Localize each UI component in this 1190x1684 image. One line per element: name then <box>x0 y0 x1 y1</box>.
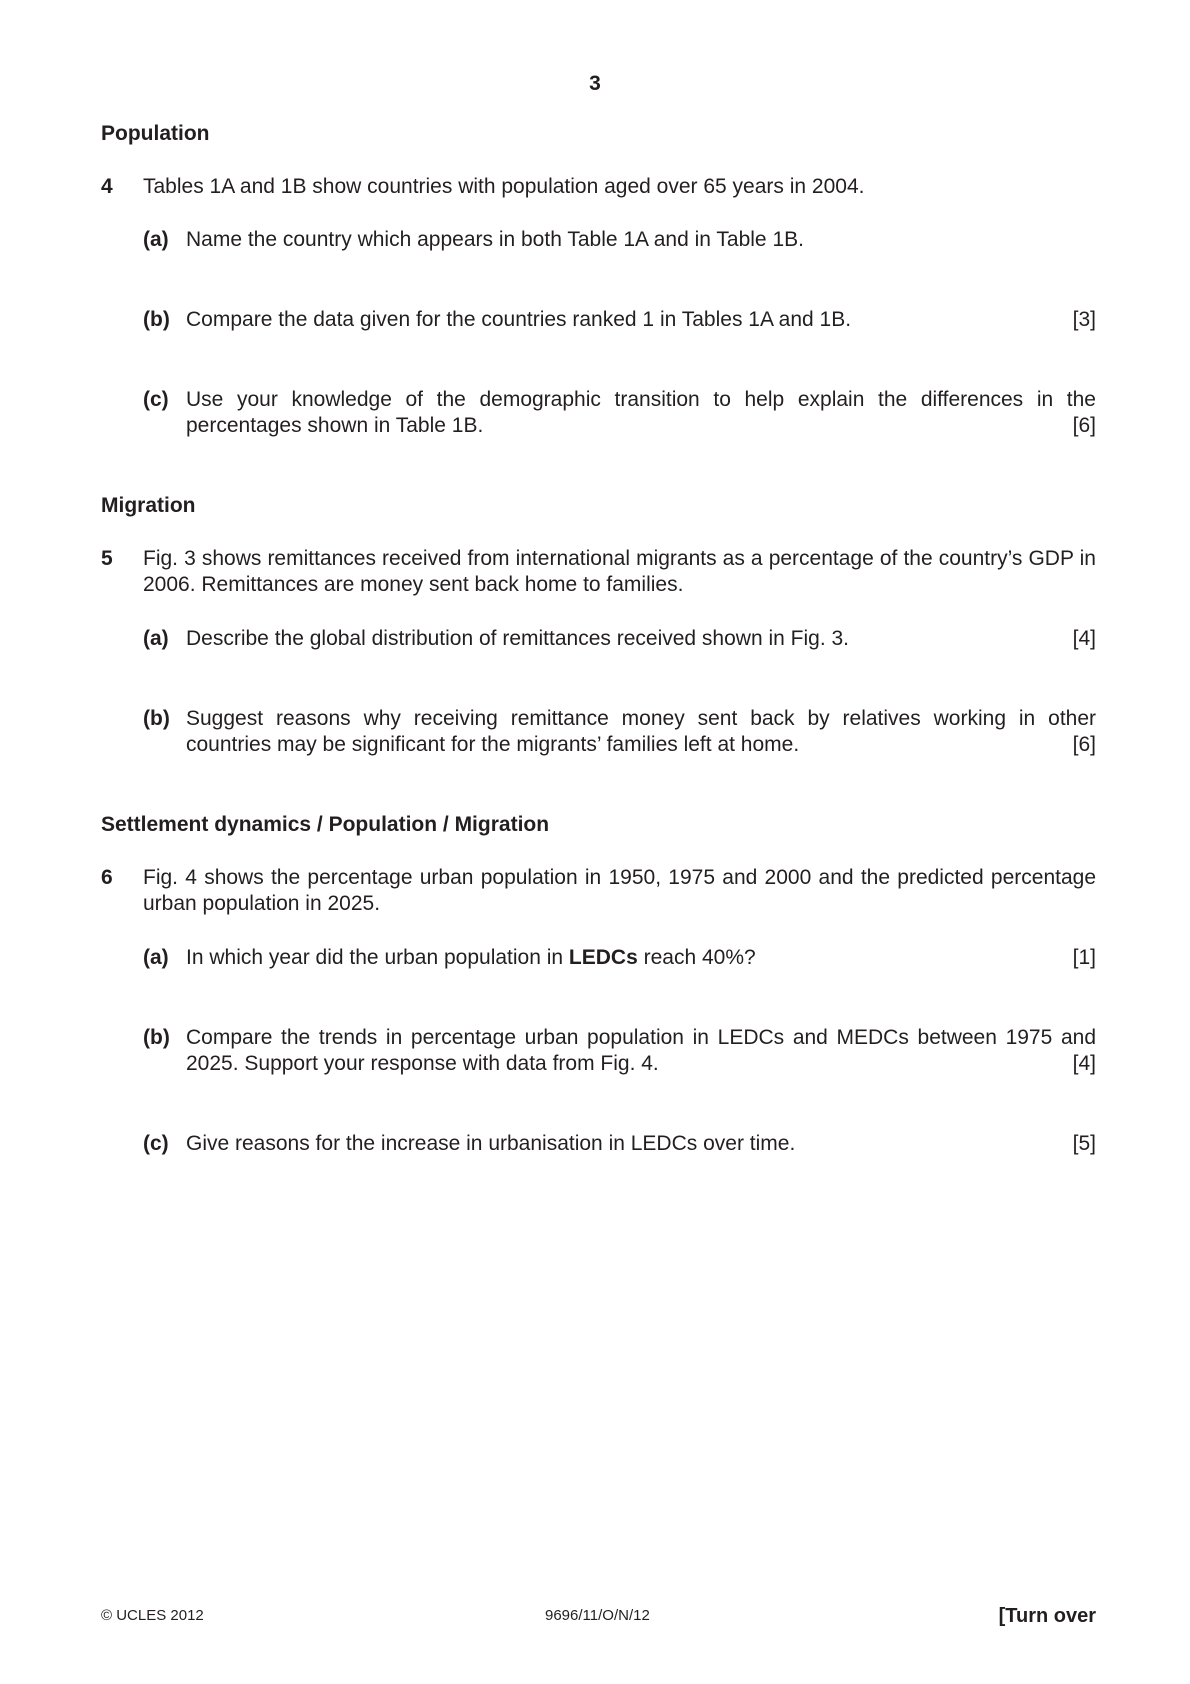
question-4-stem: Tables 1A and 1B show countries with population aged over 65 years in 2004. <box>143 175 865 198</box>
question-6a-text <box>186 945 1046 971</box>
question-number-4: 4 <box>101 175 113 198</box>
section-heading-settlement: Settlement dynamics / Population / Migration <box>101 813 550 836</box>
question-6b-label: (b) <box>143 1026 170 1049</box>
question-number-5: 5 <box>101 547 113 570</box>
question-number-6: 6 <box>101 866 113 889</box>
question-4c-text: Use your knowledge of the demographic transition to help explain the differences in the percentages shown in Table 1B. <box>186 388 1096 437</box>
question-6c-label: (c) <box>143 1132 169 1155</box>
section-heading-population: Population <box>101 122 210 145</box>
question-5a-text: Describe the global distribution of remittances received shown in Fig. 3. <box>186 627 849 650</box>
question-6b-text: Compare the trends in percentage urban population in LEDCs and MEDCs between 1975 and 2025. Support your response with data from Fig. 4. <box>186 1026 1096 1075</box>
question-4b-marks: [3] <box>1072 308 1096 331</box>
question-4c-marks: [6] <box>1072 414 1096 437</box>
question-4b-label: (b) <box>143 308 170 331</box>
question-6a-label: (a) <box>143 946 169 969</box>
question-6a-text-bold: LEDCs <box>568 946 638 969</box>
question-5a-label: (a) <box>143 627 169 650</box>
question-4b-text: Compare the data given for the countries ranked 1 in Tables 1A and 1B. <box>186 308 852 331</box>
question-4a-label: (a) <box>143 228 169 251</box>
question-5-stem: Fig. 3 shows remittances received from international migrants as a percentage of the country’s GDP in 2006. Remittances are money sent back home to families. <box>143 547 1096 596</box>
question-5b-label: (b) <box>143 707 170 730</box>
question-5b-marks: [6] <box>1072 733 1096 756</box>
question-4c-label: (c) <box>143 388 169 411</box>
page-number: 3 <box>589 72 601 95</box>
question-6b-marks: [4] <box>1072 1052 1096 1075</box>
question-5b-text: Suggest reasons why receiving remittance money sent back by relatives working in other countries may be significant for the migrants’ families left at home. <box>186 707 1096 756</box>
question-6a-text-before: In which year did the urban population in <box>186 946 569 969</box>
section-heading-migration: Migration <box>101 494 196 517</box>
question-6a-marks: [1] <box>1072 946 1096 969</box>
footer-paper-code: 9696/11/O/N/12 <box>545 1607 650 1624</box>
question-6-stem: Fig. 4 shows the percentage urban population in 1950, 1975 and 2000 and the predicted percentage urban population in 2025. <box>143 866 1096 915</box>
question-5a-marks: [4] <box>1072 627 1096 650</box>
footer-turn-over: [Turn over <box>998 1605 1096 1627</box>
question-4a-text: Name the country which appears in both Table 1A and in Table 1B. <box>186 228 804 251</box>
question-6a-text-after: reach 40%? <box>637 946 756 969</box>
question-6c-text: Give reasons for the increase in urbanisation in LEDCs over time. <box>186 1132 796 1155</box>
footer-copyright: © UCLES 2012 <box>101 1607 204 1624</box>
question-6c-marks: [5] <box>1072 1132 1096 1155</box>
